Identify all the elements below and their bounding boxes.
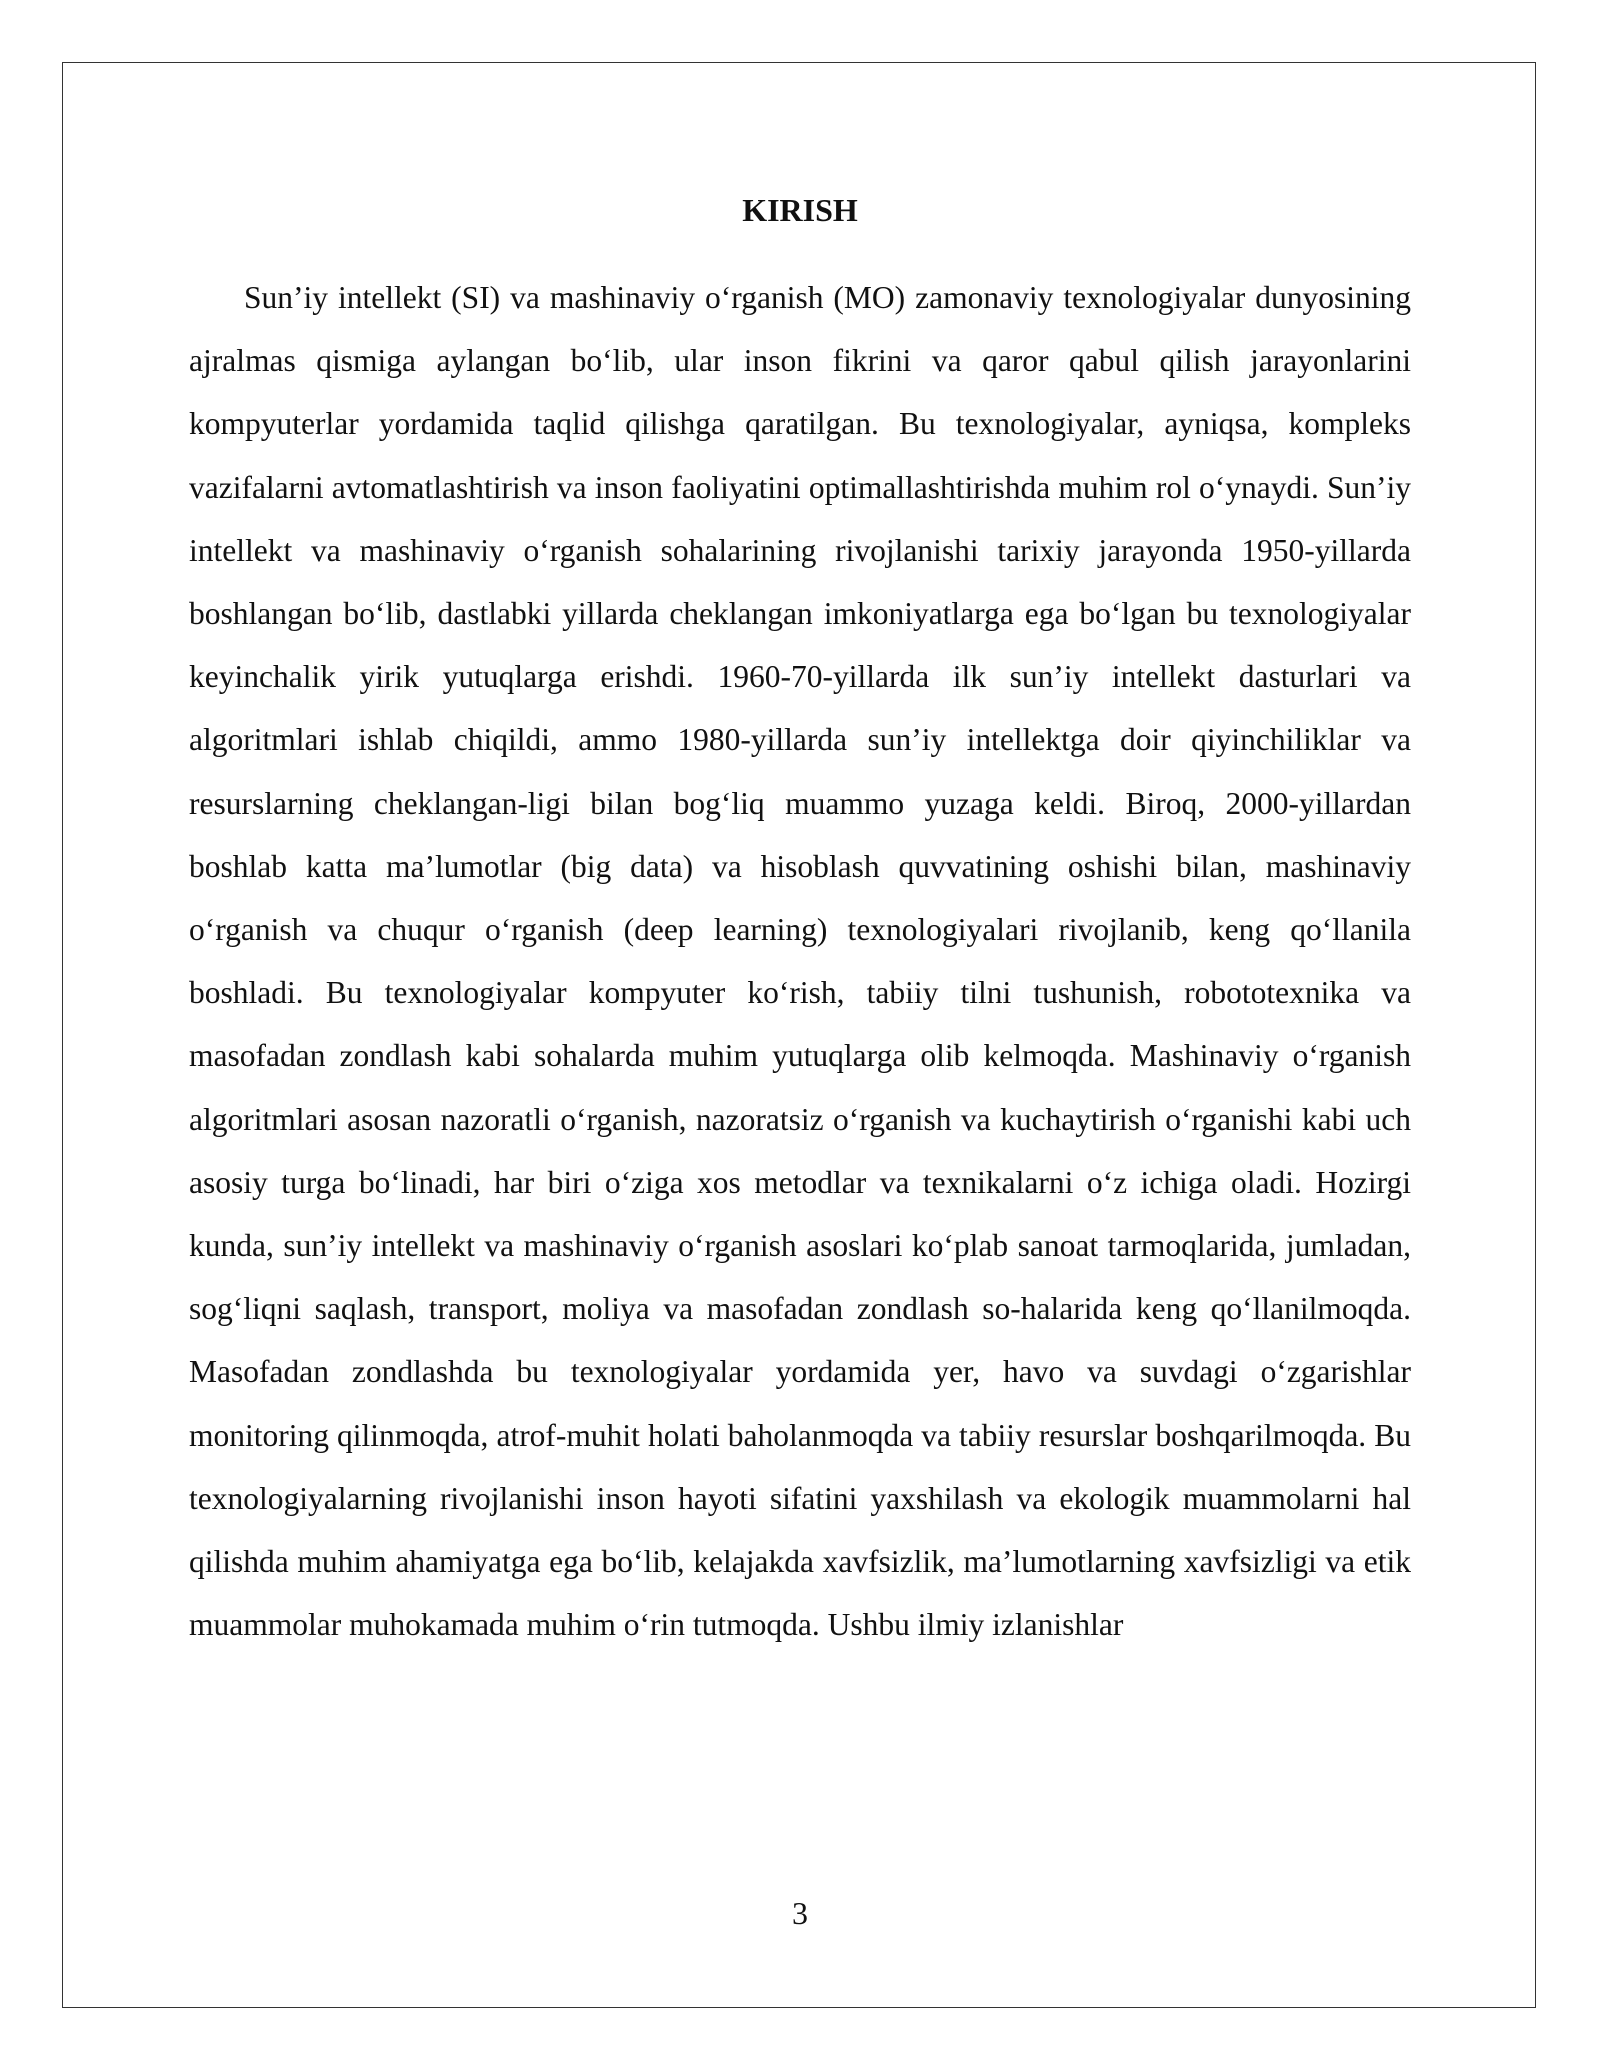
body-paragraph: Sun’iy intellekt (SI) va mashinaviy o‘rganish (MO) zamonaviy texnologiyalar dunyosining ajralmas qismiga aylangan bo‘lib, ular inson fikrini va qaror qabul qilish jarayonlarini kompyuterlar yordamida taqlid qilishga qaratilgan. Bu texnologiyalar, ayniqsa, kompleks vazifalarni avtomatlashtirish va inson faoliyatini optimallashtirishda muhim rol o‘ynaydi. Sun’iy intellekt va mashinaviy o‘rganish sohalarining rivojlanishi tarixiy jarayonda 1950-yillarda boshlangan bo‘lib, dastlabki yillarda cheklangan imkoniyatlarga ega bo‘lgan bu texnologiyalar keyinchalik yirik yutuqlarga erishdi. 1960-70-yillarda ilk sun’iy intellekt dasturlari va algoritmlari ishlab chiqildi, ammo 1980-yillarda sun’iy intellektga doir qiyinchiliklar va resurslarning cheklangan-ligi bilan bog‘liq muammo yuzaga keldi. Biroq, 2000-yillardan boshlab katta ma’lumotlar (big data) va hisoblash quvvatining oshishi bilan, mashinaviy o‘rganish va chuqur o‘rganish (deep learning) texnologiyalari rivojlanib, keng qo‘llanila boshladi. Bu texnologiyalar kompyuter ko‘rish, tabiiy tilni tushunish, robototexnika va masofadan zondlash kabi sohalarda muhim yutuqlarga olib kelmoqda. Mashinaviy o‘rganish algoritmlari asosan nazoratli o‘rganish, nazoratsiz o‘rganish va kuchaytirish o‘rganishi kabi uch asosiy turga bo‘linadi, har biri o‘ziga xos metodlar va texnikalarni o‘z ichiga oladi. Hozirgi kunda, sun’iy intellekt va mashinaviy o‘rganish asoslari ko‘plab sanoat tarmoqlarida, jumladan, sog‘liqni saqlash, transport, moliya va masofadan zondlash so-halarida keng qo‘llanilmoqda. Masofadan zondlashda bu texnologiyalar yordamida yer, havo va suvdagi o‘zgarishlar monitoring qilinmoqda, atrof-muhit holati baholanmoqda va tabiiy resurslar boshqarilmoqda. Bu texnologiyalarning rivojlanishi inson hayoti sifatini yaxshilash va ekologik muammolarni hal qilishda muhim ahamiyatga ega bo‘lib, kelajakda xavfsizlik, ma’lumotlarning xavfsizligi va etik muammolar muhokamada muhim o‘rin tutmoqda. Ushbu ilmiy izlanishlar: [189, 280, 1411, 1643]
page-number: 3: [792, 1895, 808, 1931]
page-title: KIRISH: [742, 192, 858, 228]
